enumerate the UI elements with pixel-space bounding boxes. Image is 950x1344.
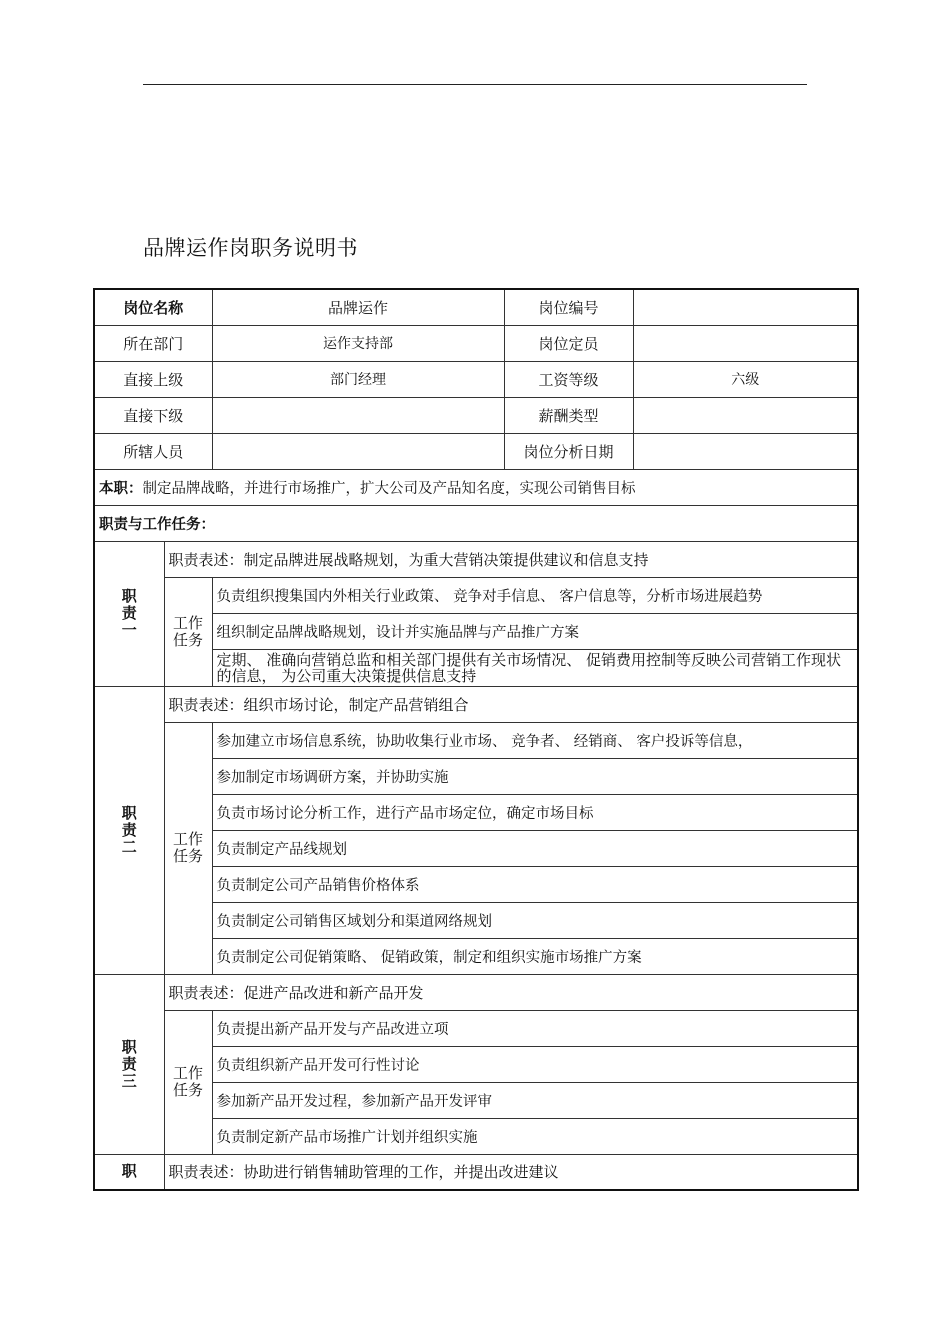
info-label: 所辖人员 bbox=[94, 433, 212, 469]
task-row bbox=[94, 577, 858, 613]
duty-1-name: 职责一 bbox=[121, 587, 137, 639]
task-item: 负责制定新产品市场推广计划并组织实施 bbox=[212, 1118, 858, 1154]
task-item: 负责市场讨论分析工作，进行产品市场定位，确定市场目标 bbox=[212, 794, 858, 830]
duty-4-label bbox=[94, 1154, 164, 1190]
info-label: 直接下级 bbox=[94, 397, 212, 433]
info-label: 岗位编号 bbox=[504, 289, 633, 325]
info-value: 六级 bbox=[633, 361, 858, 397]
info-value bbox=[212, 433, 504, 469]
task-item: 参加新产品开发过程，参加新产品开发评审 bbox=[212, 1082, 858, 1118]
duty-4-name: 职 bbox=[121, 1162, 137, 1181]
duty-statement-row bbox=[94, 686, 858, 722]
info-value bbox=[212, 397, 504, 433]
duty-statement: 职责表述：组织市场讨论，制定产品营销组合 bbox=[164, 686, 858, 722]
info-label: 岗位分析日期 bbox=[504, 433, 633, 469]
core-duty-row bbox=[94, 469, 858, 505]
core-duty-text: 制定品牌战略，并进行市场推广，扩大公司及产品知名度，实现公司销售目标 bbox=[142, 480, 636, 497]
duty-statement-row bbox=[94, 541, 858, 577]
info-value: 运作支持部 bbox=[212, 325, 504, 361]
task-item: 负责制定产品线规划 bbox=[212, 830, 858, 866]
info-label: 所在部门 bbox=[94, 325, 212, 361]
duty-statement: 职责表述：制定品牌进展战略规划，为重大营销决策提供建议和信息支持 bbox=[164, 541, 858, 577]
duties-header-row bbox=[94, 505, 858, 541]
duty-statement: 职责表述：促进产品改进和新产品开发 bbox=[164, 974, 858, 1010]
duty-statement-row bbox=[94, 974, 858, 1010]
info-label: 岗位定员 bbox=[504, 325, 633, 361]
info-row bbox=[94, 361, 858, 397]
task-row bbox=[94, 1010, 858, 1046]
info-label: 岗位名称 bbox=[94, 289, 212, 325]
work-task-label: 工作任务 bbox=[164, 722, 212, 974]
info-label: 直接上级 bbox=[94, 361, 212, 397]
document-title: 品牌运作岗职务说明书 bbox=[143, 236, 358, 260]
info-value bbox=[633, 433, 858, 469]
core-duty bbox=[94, 469, 858, 505]
duty-3-label bbox=[94, 974, 164, 1154]
duty-2-name: 职责二 bbox=[121, 803, 137, 856]
info-value: 部门经理 bbox=[212, 361, 504, 397]
info-label: 薪酬类型 bbox=[504, 397, 633, 433]
info-row bbox=[94, 289, 858, 325]
header-rule bbox=[143, 84, 807, 85]
task-item: 参加建立市场信息系统，协助收集行业市场、 竞争者、 经销商、 客户投诉等信息， bbox=[212, 722, 858, 758]
info-row bbox=[94, 397, 858, 433]
task-item: 定期、 准确向营销总监和相关部门提供有关市场情况、 促销费用控制等反映公司营销工作现状的信息， 为公司重大决策提供信息支持 bbox=[212, 649, 858, 686]
job-description-table bbox=[93, 288, 859, 1191]
info-label: 工资等级 bbox=[504, 361, 633, 397]
task-item: 负责制定公司销售区域划分和渠道网络规划 bbox=[212, 902, 858, 938]
duty-1-label bbox=[94, 541, 164, 686]
duty-2-label bbox=[94, 686, 164, 974]
task-item: 参加制定市场调研方案，并协助实施 bbox=[212, 758, 858, 794]
duty-3-name: 职责三 bbox=[121, 1037, 137, 1090]
duties-header: 职责与工作任务： bbox=[94, 505, 858, 541]
info-row bbox=[94, 325, 858, 361]
task-item: 负责提出新产品开发与产品改进立项 bbox=[212, 1010, 858, 1046]
work-task-label: 工作任务 bbox=[164, 577, 212, 686]
task-row bbox=[94, 722, 858, 758]
duty-statement-row bbox=[94, 1154, 858, 1190]
task-item: 组织制定品牌战略规划，设计并实施品牌与产品推广方案 bbox=[212, 613, 858, 649]
work-task-label: 工作任务 bbox=[164, 1010, 212, 1154]
info-value bbox=[633, 289, 858, 325]
info-row bbox=[94, 433, 858, 469]
task-item: 负责制定公司促销策略、 促销政策，制定和组织实施市场推广方案 bbox=[212, 938, 858, 974]
info-value: 品牌运作 bbox=[212, 289, 504, 325]
task-item: 负责制定公司产品销售价格体系 bbox=[212, 866, 858, 902]
info-value bbox=[633, 397, 858, 433]
info-value bbox=[633, 325, 858, 361]
core-duty-label: 本职： bbox=[99, 480, 143, 497]
task-item: 负责组织新产品开发可行性讨论 bbox=[212, 1046, 858, 1082]
duty-statement: 职责表述：协助进行销售辅助管理的工作，并提出改进建议 bbox=[164, 1154, 858, 1190]
task-item: 负责组织搜集国内外相关行业政策、 竞争对手信息、 客户信息等，分析市场进展趋势 bbox=[212, 577, 858, 613]
